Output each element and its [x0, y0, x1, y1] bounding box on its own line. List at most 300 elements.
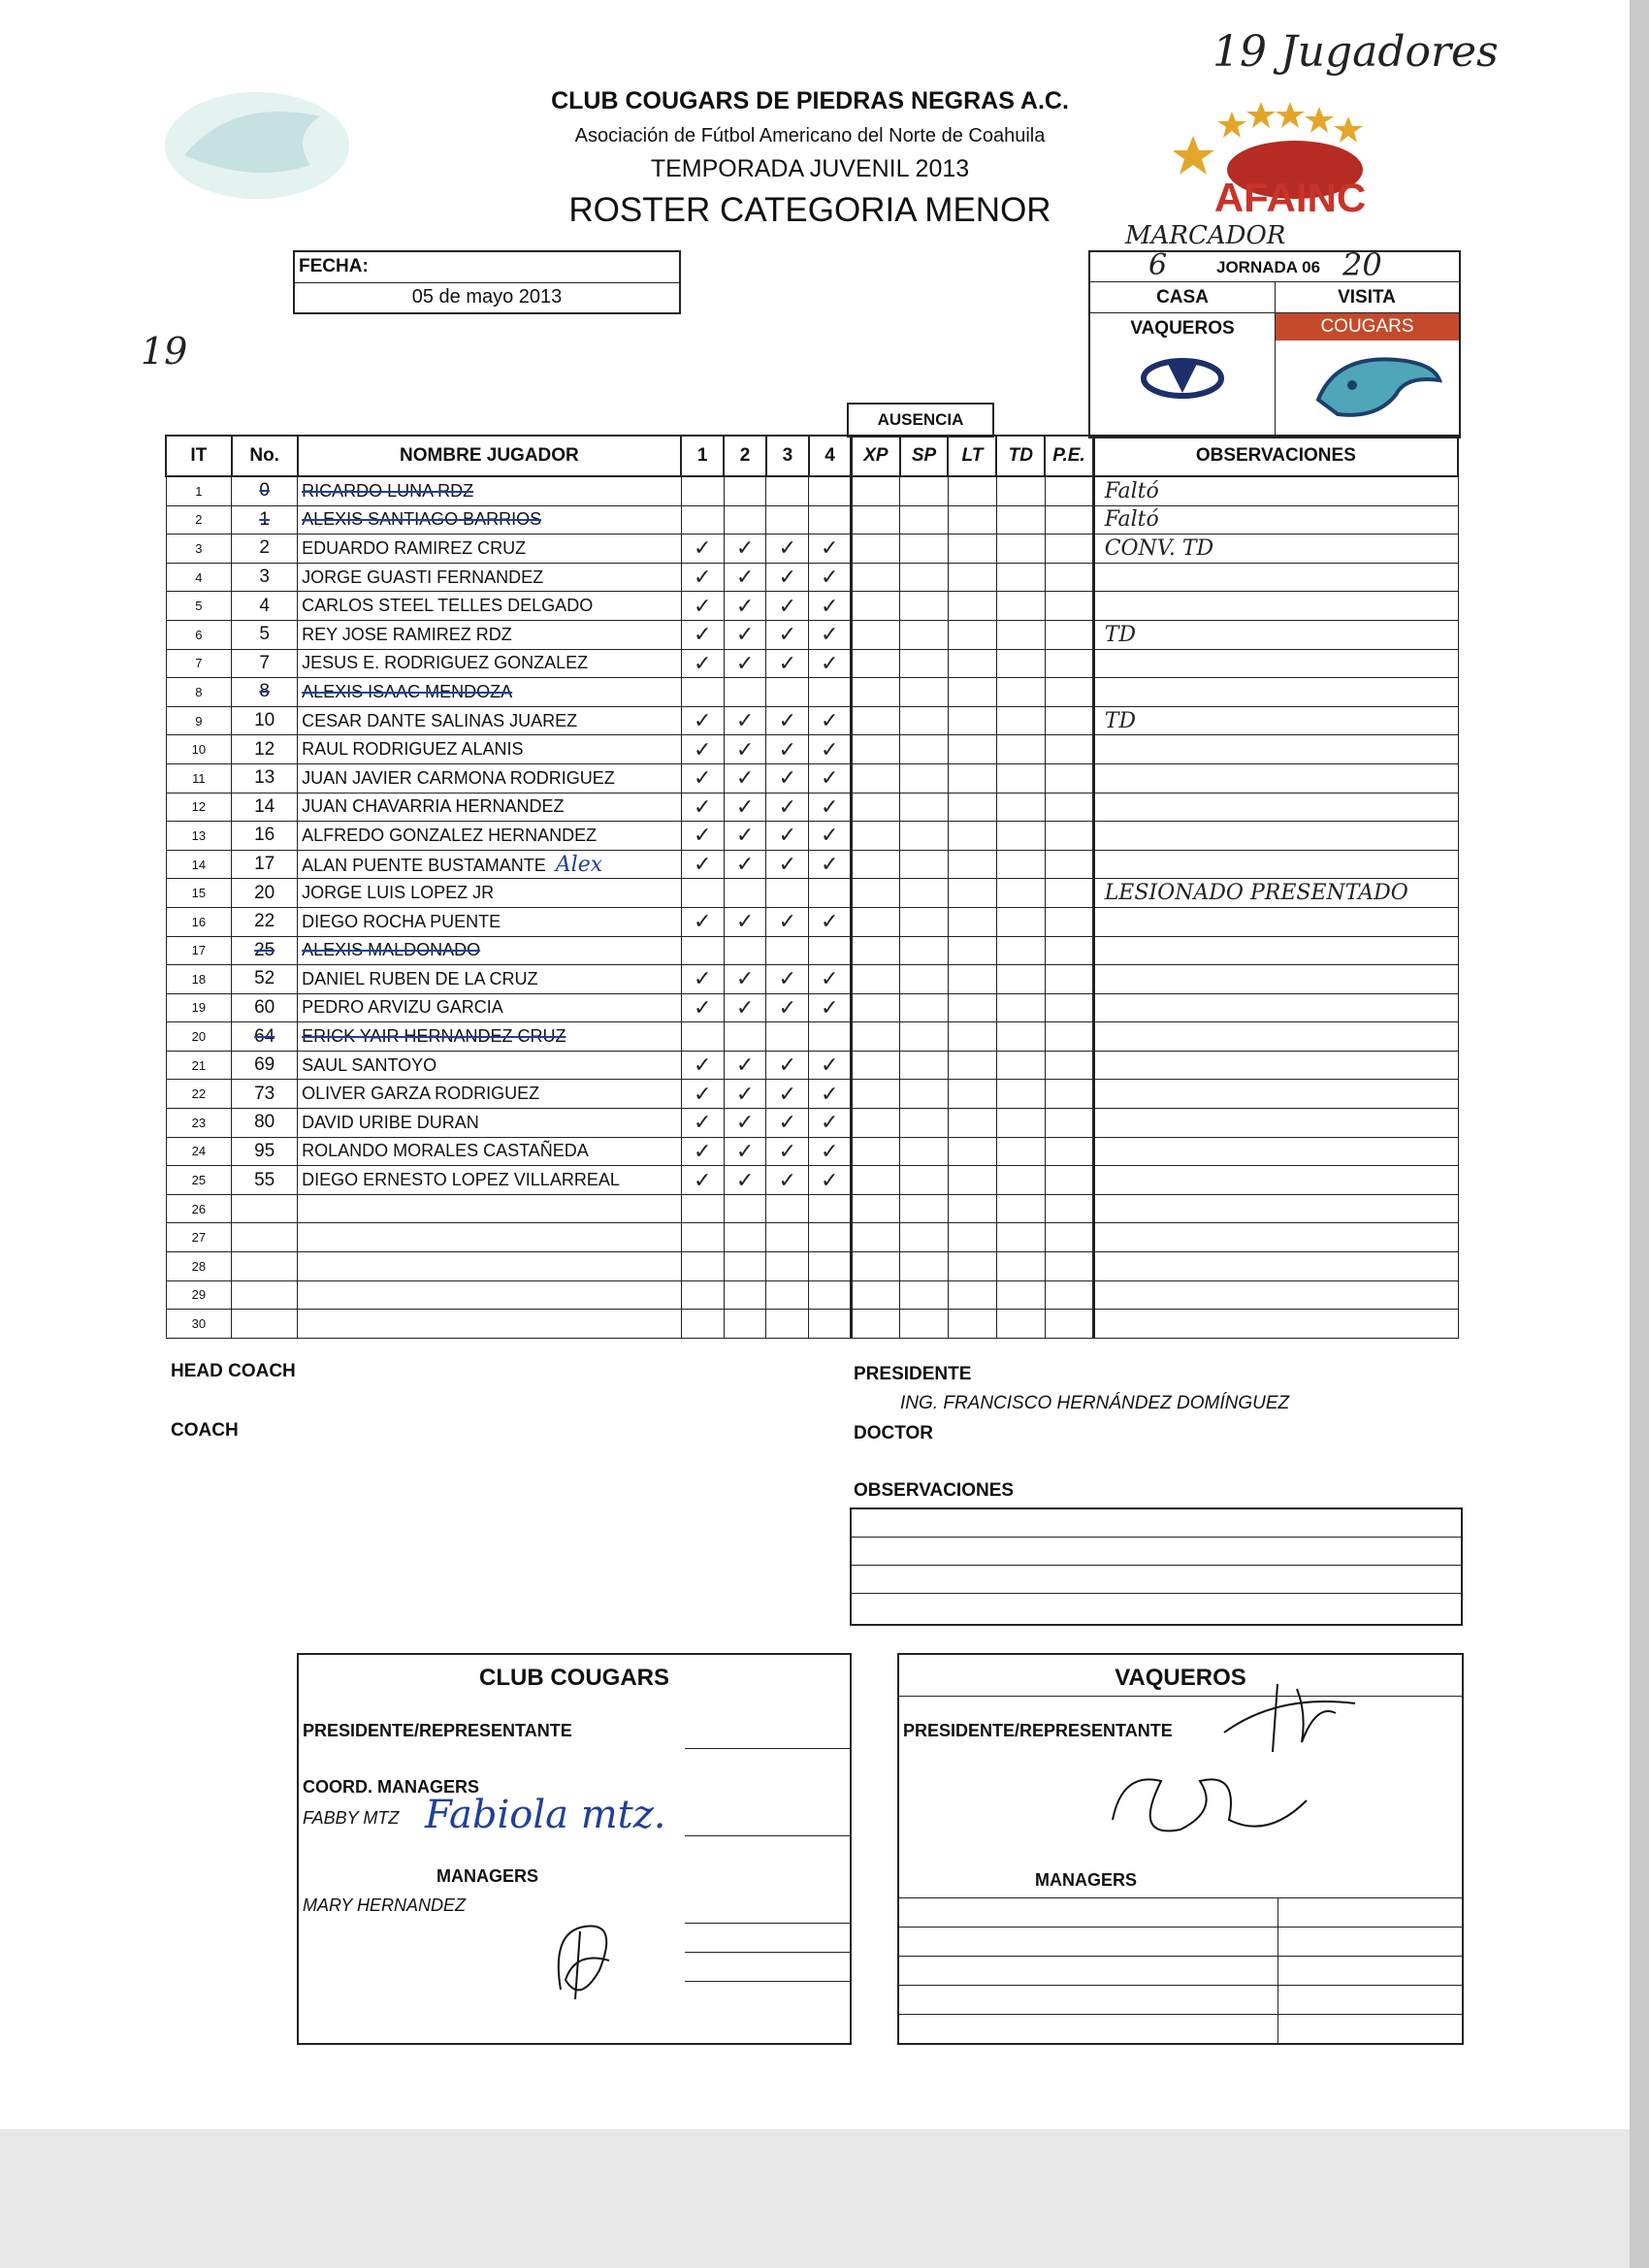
club-title: CLUB COUGARS DE PIEDRAS NEGRAS A.C.	[551, 87, 1069, 114]
row-player-name: RICARDO LUNA RDZ	[298, 476, 682, 505]
row-observaciones: CONV. TD	[1093, 535, 1458, 564]
game-box	[1088, 246, 1461, 438]
row-td	[996, 563, 1045, 592]
row-player-name: ERICK YAIR HERNANDEZ CRUZ	[298, 1022, 682, 1052]
roster-table	[165, 435, 1459, 1339]
row-check-q1: ✓	[681, 1109, 724, 1138]
table-row	[166, 620, 1458, 649]
row-check-q1: ✓	[681, 706, 724, 735]
row-check-q3	[766, 1022, 809, 1052]
row-xp	[852, 822, 900, 851]
row-sp	[900, 706, 949, 735]
afainc-logo	[1174, 97, 1406, 223]
row-observaciones	[1093, 678, 1458, 707]
table-row	[166, 850, 1458, 879]
row-it: 24	[166, 1137, 232, 1166]
row-it: 27	[166, 1223, 232, 1252]
col-xp: XP	[852, 436, 900, 476]
row-it: 19	[166, 993, 232, 1022]
row-td	[996, 735, 1045, 764]
row-check-q3: ✓	[766, 563, 809, 592]
row-lt	[948, 592, 996, 621]
row-number: 5	[232, 620, 298, 649]
row-pe	[1045, 535, 1093, 564]
row-check-q3: ✓	[766, 706, 809, 735]
row-pe	[1045, 649, 1093, 678]
scan-edge-right	[1630, 0, 1649, 2268]
row-sp	[900, 1022, 949, 1052]
row-observaciones	[1093, 763, 1458, 793]
row-number: 4	[232, 592, 298, 621]
table-row	[166, 793, 1458, 822]
row-check-q1	[681, 476, 724, 505]
row-check-q2	[724, 505, 766, 535]
roster-header-row	[166, 436, 1458, 476]
row-it: 18	[166, 965, 232, 994]
row-lt	[948, 965, 996, 994]
row-observaciones	[1093, 1310, 1458, 1339]
row-observaciones	[1093, 1022, 1458, 1052]
row-xp	[852, 1194, 900, 1223]
row-xp	[852, 505, 900, 535]
row-lt	[948, 1109, 996, 1138]
row-check-q4	[809, 1194, 852, 1223]
row-number: 10	[232, 706, 298, 735]
row-observaciones	[1093, 1194, 1458, 1223]
row-check-q4	[809, 678, 852, 707]
row-check-q4: ✓	[809, 793, 852, 822]
row-xp	[852, 1223, 900, 1252]
row-number: 2	[232, 535, 298, 564]
row-lt	[948, 879, 996, 908]
row-check-q4: ✓	[809, 1166, 852, 1195]
row-check-q2: ✓	[724, 822, 766, 851]
row-check-q4	[809, 1252, 852, 1281]
row-player-name: JUAN CHAVARRIA HERNANDEZ	[298, 793, 682, 822]
row-xp	[852, 936, 900, 965]
row-player-name: DIEGO ROCHA PUENTE	[298, 907, 682, 936]
row-check-q1	[681, 1022, 724, 1052]
row-check-q2: ✓	[724, 535, 766, 564]
row-td	[996, 936, 1045, 965]
table-row	[166, 476, 1458, 505]
table-row	[166, 1166, 1458, 1195]
cougars-logo	[1309, 341, 1444, 429]
row-xp	[852, 735, 900, 764]
table-row	[166, 592, 1458, 621]
row-lt	[948, 678, 996, 707]
row-it: 30	[166, 1310, 232, 1339]
row-lt	[948, 850, 996, 879]
row-sp	[900, 649, 949, 678]
row-check-q4	[809, 1310, 852, 1339]
row-it: 1	[166, 476, 232, 505]
row-check-q1	[681, 936, 724, 965]
manager-signature	[541, 1912, 629, 2009]
vaqueros-logo	[1139, 349, 1226, 407]
row-check-q3: ✓	[766, 1051, 809, 1080]
row-number	[232, 1310, 298, 1339]
row-player-name: CARLOS STEEL TELLES DELGADO	[298, 592, 682, 621]
row-check-q2	[724, 476, 766, 505]
table-row	[166, 1310, 1458, 1339]
row-observaciones	[1093, 1223, 1458, 1252]
row-check-q1	[681, 1194, 724, 1223]
col-q4: 4	[809, 436, 852, 476]
row-xp	[852, 706, 900, 735]
vaqueros-presidente-label: PRESIDENTE/REPRESENTANTE	[903, 1721, 1173, 1740]
handwritten-twenty: 20	[1342, 246, 1382, 283]
row-it: 6	[166, 620, 232, 649]
fecha-value: 05 de mayo 2013	[411, 286, 563, 308]
row-number: 12	[232, 735, 298, 764]
row-check-q4: ✓	[809, 763, 852, 793]
table-row	[166, 706, 1458, 735]
row-number: 52	[232, 965, 298, 994]
row-number: 7	[232, 649, 298, 678]
row-pe	[1045, 706, 1093, 735]
row-pe	[1045, 1109, 1093, 1138]
row-xp	[852, 1051, 900, 1080]
table-row	[166, 1280, 1458, 1310]
association-subtitle: Asociación de Fútbol Americano del Norte de Coahuila	[574, 125, 1046, 146]
table-row	[166, 649, 1458, 678]
row-player-name: EDUARDO RAMIREZ CRUZ	[298, 535, 682, 564]
row-xp	[852, 563, 900, 592]
row-observaciones: TD	[1093, 706, 1458, 735]
row-check-q1: ✓	[681, 1080, 724, 1109]
row-check-q3	[766, 476, 809, 505]
row-lt	[948, 563, 996, 592]
row-check-q3: ✓	[766, 1137, 809, 1166]
table-row	[166, 822, 1458, 851]
vaqueros-managers-label: MANAGERS	[1035, 1870, 1138, 1890]
row-pe	[1045, 476, 1093, 505]
col-name: NOMBRE JUGADOR	[298, 436, 682, 476]
row-sp	[900, 1223, 949, 1252]
row-handwritten-note: Alex	[555, 852, 603, 877]
row-pe	[1045, 1252, 1093, 1281]
row-player-name	[298, 1280, 682, 1310]
svg-text:AFAINC: AFAINC	[1213, 175, 1367, 220]
row-number: 25	[232, 936, 298, 965]
row-lt	[948, 763, 996, 793]
row-pe	[1045, 735, 1093, 764]
row-td	[996, 505, 1045, 535]
row-sp	[900, 592, 949, 621]
row-pe	[1045, 1080, 1093, 1109]
row-check-q4: ✓	[809, 649, 852, 678]
row-check-q1: ✓	[681, 793, 724, 822]
row-player-name	[298, 1223, 682, 1252]
jornada-label: JORNADA 06	[1216, 258, 1321, 276]
row-xp	[852, 907, 900, 936]
row-pe	[1045, 850, 1093, 879]
row-check-q3: ✓	[766, 907, 809, 936]
row-check-q3	[766, 936, 809, 965]
row-player-name: DIEGO ERNESTO LOPEZ VILLARREAL	[298, 1166, 682, 1195]
table-row	[166, 1022, 1458, 1052]
row-number	[232, 1223, 298, 1252]
scan-edge	[0, 2129, 1649, 2268]
table-row	[166, 965, 1458, 994]
row-xp	[852, 965, 900, 994]
row-player-name	[298, 1252, 682, 1281]
row-check-q4: ✓	[809, 1080, 852, 1109]
row-check-q4: ✓	[809, 706, 852, 735]
row-observaciones	[1093, 936, 1458, 965]
observaciones-label: OBSERVACIONES	[854, 1480, 1015, 1501]
row-it: 14	[166, 850, 232, 879]
row-player-name: ALAN PUENTE BUSTAMANTE Alex	[298, 850, 682, 879]
row-check-q1: ✓	[681, 1137, 724, 1166]
row-check-q3: ✓	[766, 535, 809, 564]
row-number: 95	[232, 1137, 298, 1166]
row-observaciones	[1093, 1252, 1458, 1281]
row-check-q4: ✓	[809, 907, 852, 936]
row-check-q1: ✓	[681, 763, 724, 793]
row-sp	[900, 879, 949, 908]
row-player-name: DAVID URIBE DURAN	[298, 1109, 682, 1138]
row-observaciones	[1093, 965, 1458, 994]
row-sp	[900, 678, 949, 707]
row-td	[996, 1194, 1045, 1223]
presidente-label: PRESIDENTE	[854, 1364, 972, 1384]
row-sp	[900, 822, 949, 851]
row-check-q3: ✓	[766, 1166, 809, 1195]
observaciones-box	[850, 1507, 1463, 1626]
col-sp: SP	[900, 436, 949, 476]
row-check-q1: ✓	[681, 907, 724, 936]
col-lt: LT	[948, 436, 996, 476]
ausencia-header: AUSENCIA	[847, 403, 994, 437]
col-q2: 2	[724, 436, 766, 476]
row-sp	[900, 563, 949, 592]
row-check-q3: ✓	[766, 1109, 809, 1138]
cougars-sign-title: CLUB COUGARS	[479, 1665, 669, 1691]
managers-name: MARY HERNANDEZ	[303, 1895, 467, 1915]
row-check-q2	[724, 879, 766, 908]
table-row	[166, 879, 1458, 908]
row-observaciones	[1093, 563, 1458, 592]
col-number: No.	[232, 436, 298, 476]
row-observaciones	[1093, 1080, 1458, 1109]
row-lt	[948, 706, 996, 735]
row-number: 73	[232, 1080, 298, 1109]
row-check-q3: ✓	[766, 763, 809, 793]
row-number	[232, 1280, 298, 1310]
row-check-q2	[724, 1194, 766, 1223]
row-check-q1: ✓	[681, 735, 724, 764]
row-sp	[900, 1252, 949, 1281]
row-sp	[900, 850, 949, 879]
managers-label: MANAGERS	[436, 1866, 539, 1886]
row-td	[996, 1080, 1045, 1109]
row-td	[996, 678, 1045, 707]
table-row	[166, 1252, 1458, 1281]
row-pe	[1045, 1194, 1093, 1223]
row-check-q4	[809, 936, 852, 965]
row-pe	[1045, 1166, 1093, 1195]
coord-managers-label: COORD. MANAGERS	[303, 1777, 480, 1797]
row-pe	[1045, 678, 1093, 707]
row-check-q1: ✓	[681, 535, 724, 564]
table-row	[166, 505, 1458, 535]
row-pe	[1045, 563, 1093, 592]
row-it: 2	[166, 505, 232, 535]
row-pe	[1045, 620, 1093, 649]
row-check-q3	[766, 678, 809, 707]
row-td	[996, 850, 1045, 879]
row-td	[996, 1166, 1045, 1195]
row-observaciones	[1093, 1051, 1458, 1080]
row-td	[996, 879, 1045, 908]
row-player-name: JESUS E. RODRIGUEZ GONZALEZ	[298, 649, 682, 678]
row-check-q3: ✓	[766, 592, 809, 621]
row-td	[996, 1223, 1045, 1252]
row-number: 69	[232, 1051, 298, 1080]
row-number: 8	[232, 678, 298, 707]
row-td	[996, 822, 1045, 851]
row-it: 25	[166, 1166, 232, 1195]
col-td: TD	[996, 436, 1045, 476]
row-td	[996, 793, 1045, 822]
table-row	[166, 563, 1458, 592]
row-td	[996, 965, 1045, 994]
table-row	[166, 735, 1458, 764]
row-pe	[1045, 965, 1093, 994]
row-player-name: JORGE GUASTI FERNANDEZ	[298, 563, 682, 592]
row-check-q2: ✓	[724, 763, 766, 793]
row-xp	[852, 879, 900, 908]
row-lt	[948, 735, 996, 764]
row-check-q2: ✓	[724, 1166, 766, 1195]
row-xp	[852, 1022, 900, 1052]
row-check-q1: ✓	[681, 822, 724, 851]
row-lt	[948, 793, 996, 822]
row-check-q1: ✓	[681, 993, 724, 1022]
row-observaciones	[1093, 907, 1458, 936]
row-it: 5	[166, 592, 232, 621]
row-check-q2: ✓	[724, 793, 766, 822]
row-sp	[900, 1080, 949, 1109]
row-check-q2: ✓	[724, 620, 766, 649]
row-td	[996, 476, 1045, 505]
row-number: 16	[232, 822, 298, 851]
row-check-q1: ✓	[681, 563, 724, 592]
row-lt	[948, 1252, 996, 1281]
row-check-q1	[681, 879, 724, 908]
row-number: 80	[232, 1109, 298, 1138]
row-xp	[852, 1109, 900, 1138]
row-check-q2: ✓	[724, 965, 766, 994]
table-row	[166, 936, 1458, 965]
row-td	[996, 1252, 1045, 1281]
row-pe	[1045, 763, 1093, 793]
row-xp	[852, 993, 900, 1022]
row-sp	[900, 735, 949, 764]
row-sp	[900, 993, 949, 1022]
presidente-name: ING. FRANCISCO HERNÁNDEZ DOMÍNGUEZ	[900, 1393, 1290, 1413]
row-lt	[948, 535, 996, 564]
row-observaciones: TD	[1093, 620, 1458, 649]
row-check-q4: ✓	[809, 1109, 852, 1138]
row-pe	[1045, 505, 1093, 535]
row-lt	[948, 1051, 996, 1080]
row-check-q1: ✓	[681, 592, 724, 621]
row-lt	[948, 936, 996, 965]
row-sp	[900, 1051, 949, 1080]
row-lt	[948, 1310, 996, 1339]
table-row	[166, 907, 1458, 936]
row-lt	[948, 505, 996, 535]
row-td	[996, 1051, 1045, 1080]
row-xp	[852, 678, 900, 707]
row-observaciones	[1093, 1166, 1458, 1195]
season-title: TEMPORADA JUVENIL 2013	[650, 155, 970, 182]
row-observaciones	[1093, 649, 1458, 678]
row-td	[996, 993, 1045, 1022]
row-lt	[948, 1280, 996, 1310]
row-sp	[900, 1310, 949, 1339]
row-sp	[900, 1194, 949, 1223]
row-it: 12	[166, 793, 232, 822]
row-player-name: PEDRO ARVIZU GARCIA	[298, 993, 682, 1022]
row-check-q4: ✓	[809, 993, 852, 1022]
row-check-q3	[766, 505, 809, 535]
row-check-q4	[809, 476, 852, 505]
row-xp	[852, 793, 900, 822]
row-lt	[948, 1137, 996, 1166]
row-player-name	[298, 1194, 682, 1223]
row-observaciones	[1093, 993, 1458, 1022]
row-xp	[852, 620, 900, 649]
row-observaciones	[1093, 793, 1458, 822]
row-xp	[852, 763, 900, 793]
row-check-q1: ✓	[681, 649, 724, 678]
row-td	[996, 1137, 1045, 1166]
row-td	[996, 1280, 1045, 1310]
row-sp	[900, 1280, 949, 1310]
row-check-q4	[809, 1223, 852, 1252]
row-td	[996, 1310, 1045, 1339]
col-it: IT	[166, 436, 232, 476]
row-sp	[900, 1109, 949, 1138]
row-pe	[1045, 1137, 1093, 1166]
row-observaciones	[1093, 850, 1458, 879]
row-number: 1	[232, 505, 298, 535]
row-lt	[948, 1194, 996, 1223]
row-pe	[1045, 592, 1093, 621]
row-check-q3: ✓	[766, 993, 809, 1022]
row-check-q4: ✓	[809, 822, 852, 851]
row-check-q3: ✓	[766, 649, 809, 678]
row-player-name: ALEXIS ISAAC MENDOZA	[298, 678, 682, 707]
row-number: 55	[232, 1166, 298, 1195]
row-observaciones: LESIONADO PRESENTADO	[1093, 879, 1458, 908]
row-check-q3: ✓	[766, 1080, 809, 1109]
row-number	[232, 1252, 298, 1281]
row-check-q2	[724, 1310, 766, 1339]
row-td	[996, 907, 1045, 936]
row-check-q4: ✓	[809, 965, 852, 994]
row-observaciones	[1093, 1280, 1458, 1310]
coach-label: COACH	[171, 1420, 239, 1441]
row-pe	[1045, 1223, 1093, 1252]
row-lt	[948, 476, 996, 505]
row-lt	[948, 907, 996, 936]
row-check-q2: ✓	[724, 592, 766, 621]
